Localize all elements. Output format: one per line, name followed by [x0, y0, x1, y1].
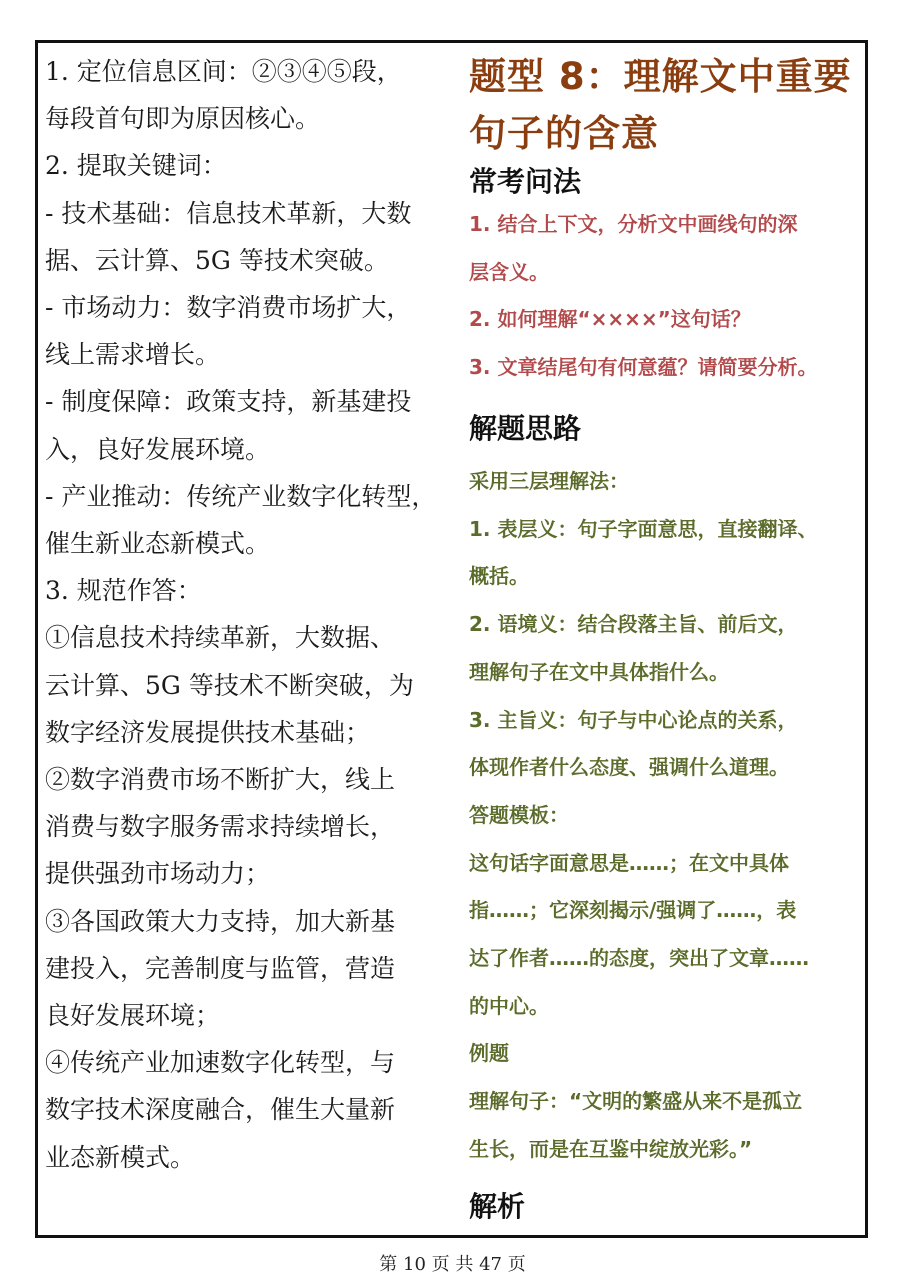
section-title: 句子的含意 [469, 112, 659, 155]
approach-line: 理解句子在文中具体指什么。 [469, 659, 729, 684]
text-line: 良好发展环境； [45, 1001, 221, 1031]
question-line: 1. 结合上下文，分析文中画线句的深 [469, 212, 798, 236]
approach-line: 2. 语境义：结合段落主旨、前后文， [469, 612, 798, 637]
question-line: 层含义。 [469, 259, 549, 284]
approach-line: 理解句子：“文明的繁盛从来不是孤立 [469, 1089, 803, 1114]
text-line: 消费与数字服务需求持续增长， [45, 812, 396, 842]
text-line: 3. 规范作答： [45, 576, 202, 606]
text-line: 数字经济发展提供技术基础； [45, 717, 371, 747]
text-line: ③各国政策大力支持，加大新基 [45, 906, 396, 936]
text-line: 建投入，完善制度与监管，营造 [45, 953, 396, 983]
approach-line: 达了作者……的态度，突出了文章…… [469, 946, 809, 971]
text-line: 业态新模式。 [45, 1142, 196, 1172]
template-heading: 答题模板： [469, 802, 569, 827]
approach-line: 体现作者什么态度、强调什么道理。 [469, 755, 789, 780]
text-line: 催生新业态新模式。 [45, 529, 271, 559]
text-line: - 市场动力：数字消费市场扩大， [45, 293, 412, 323]
question-line: 3. 文章结尾句有何意蕴？请简要分析。 [469, 354, 818, 379]
section-title: 题型 8：理解文中重要 [469, 55, 852, 98]
page-footer: 第 10 页 共 47 页 [379, 1254, 526, 1275]
text-line: 线上需求增长。 [45, 340, 221, 370]
example-heading: 例题 [469, 1041, 509, 1066]
heading-analysis: 解析 [469, 1189, 526, 1223]
approach-line: 的中心。 [469, 993, 549, 1018]
text-line: 1. 定位信息区间：②③④⑤段， [45, 57, 402, 86]
right-column [469, 48, 867, 1230]
heading-approach: 解题思路 [469, 412, 582, 445]
text-line: - 产业推动：传统产业数字化转型， [45, 481, 437, 511]
heading-common-questions: 常考问法 [469, 165, 582, 198]
text-line: 据、云计算、5G 等技术突破。 [45, 245, 389, 275]
approach-line: 3. 主旨义：句子与中心论点的关系， [469, 707, 798, 732]
text-line: 提供强劲市场动力； [45, 859, 271, 889]
text-line: 云计算、5G 等技术不断突破，为 [45, 670, 414, 700]
approach-line: 指……；它深刻揭示/强调了……，表 [469, 898, 797, 923]
approach-line: 采用三层理解法： [469, 469, 629, 493]
question-line: 2. 如何理解“××××”这句话？ [469, 307, 751, 331]
text-line: ①信息技术持续革新，大数据、 [45, 623, 396, 653]
approach-line: 生长，而是在互鉴中绽放光彩。” [469, 1136, 753, 1161]
approach-line: 这句话字面意思是……；在文中具体 [469, 850, 789, 875]
approach-line: 概括。 [469, 564, 529, 589]
text-line: 入，良好发展环境。 [45, 434, 271, 464]
text-line: 2. 提取关键词： [45, 151, 227, 181]
text-line: 每段首句即为原因核心。 [45, 104, 321, 134]
text-line: 数字技术深度融合，催生大量新 [45, 1095, 396, 1125]
text-line: ②数字消费市场不断扩大，线上 [45, 765, 396, 795]
approach-line: 1. 表层义：句子字面意思，直接翻译、 [469, 516, 818, 541]
text-line: ④传统产业加速数字化转型，与 [45, 1048, 396, 1078]
text-line: - 制度保障：政策支持，新基建投 [45, 387, 412, 417]
left-column [45, 48, 450, 1181]
text-line: - 技术基础：信息技术革新，大数 [45, 198, 412, 228]
